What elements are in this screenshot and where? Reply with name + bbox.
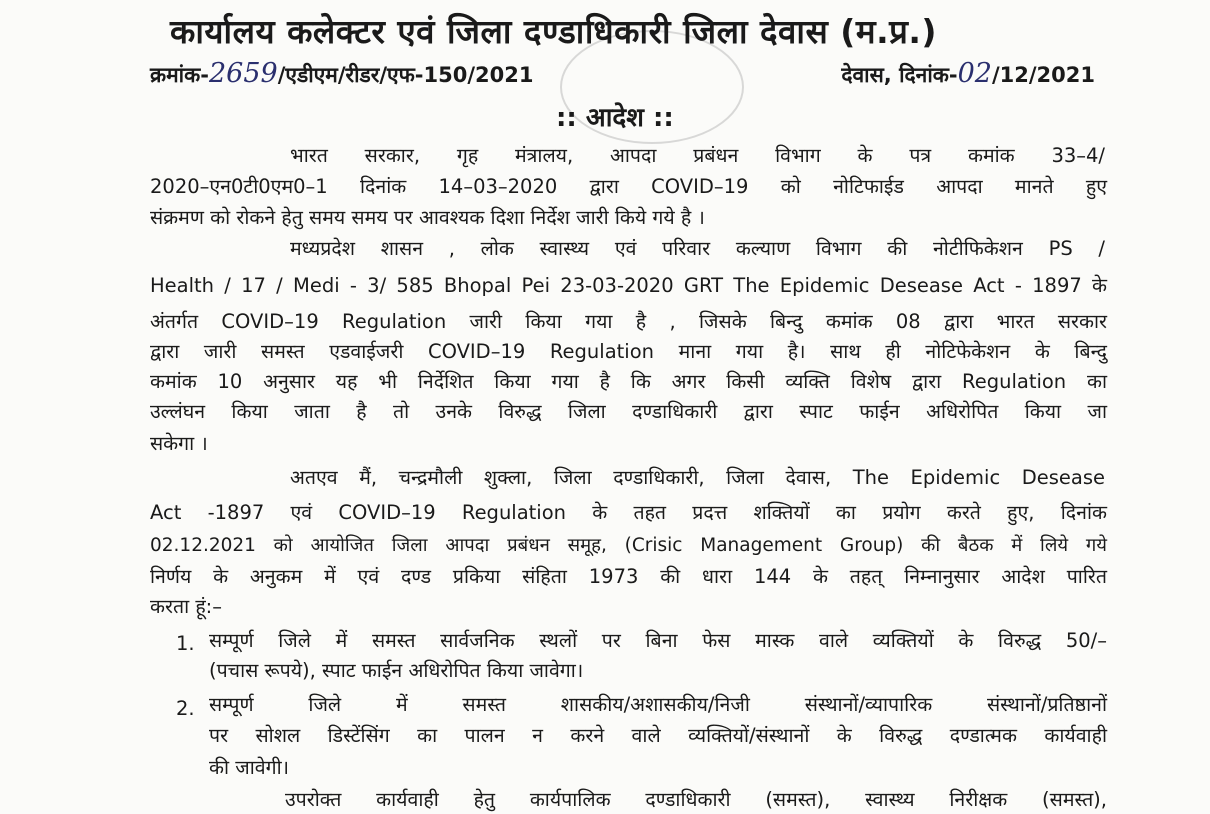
para3-line5: करता हूं:– — [150, 595, 222, 618]
para1-line3: संक्रमण को रोकने हेतु समय समय पर आवश्यक दिशा निर्देश जारी किये गये है । — [150, 206, 705, 229]
date-day-handwritten: 02 — [957, 58, 992, 89]
item1-number: 1. — [176, 632, 195, 655]
para1-line1: भारत सरकार, गृह मंत्रालय, आपदा प्रबंधन विभाग के पत्र कमांक 33–4/ — [290, 144, 1105, 167]
para3-line2: Act -1897 एवं COVID–19 Regulation के तहत प्रदत्त शक्तियों का प्रयोग करते हुए, दिनांक — [150, 501, 1107, 524]
para2-line7: सकेगा । — [150, 432, 208, 455]
item1-line2: (पचास रूपये), स्पाट फाईन अधिरोपित किया जावेगा। — [209, 659, 584, 682]
reference-line — [150, 58, 1095, 94]
para2-line5: कमांक 10 अनुसार यह भी निर्देशित किया गया है कि अगर किसी व्यक्ति विशेष द्वारा Regulation का — [150, 370, 1107, 393]
item2-line3: की जावेगी। — [209, 756, 290, 779]
place-date — [841, 58, 1095, 89]
ref-number-handwritten: 2659 — [208, 58, 278, 89]
para3-line4: निर्णय के अनुकम में एवं दण्ड प्रकिया संहिता 1973 की धारा 144 के तहत् निम्नानुसार आदेश पारित — [150, 565, 1107, 588]
ref-suffix: /एडीएम/रीडर/एफ-150/2021 — [277, 63, 534, 87]
item2-number: 2. — [176, 697, 195, 720]
item1-line1: सम्पूर्ण जिले में समस्त सार्वजनिक स्थलों पर बिना फेस मास्क वाले व्यक्तियों के विरुद्ध 50/– — [209, 629, 1107, 652]
para2-line2: Health / 17 / Medi - 3/ 585 Bhopal Pei 23-03-2020 GRT The Epidemic Desease Act - 1897 के — [150, 274, 1107, 297]
para3-line3: 02.12.2021 को आयोजित जिला आपदा प्रबंधन समूह, (Crisic Management Group) की बैठक में लिये गये — [150, 535, 1107, 556]
order-title: :: आदेश :: — [556, 103, 674, 133]
date-rest: /12/2021 — [991, 63, 1095, 87]
para2-line3: अंतर्गत COVID–19 Regulation जारी किया गया है , जिसके बिन्दु कमांक 08 द्वारा भारत सरकार — [150, 310, 1107, 333]
para2-line6: उल्लंघन किया जाता है तो उनके विरुद्ध जिला दण्डाधिकारी द्वारा स्पाट फाईन अधिरोपित किया जा — [150, 400, 1107, 423]
office-title: कार्यालय कलेक्टर एवं जिला दण्डाधिकारी जिला देवास (म.प्र.) — [170, 12, 938, 51]
item2-line2: पर सोशल डिस्टेंसिंग का पालन न करने वाले व्यक्तियों/संस्थानों के विरुद्ध दण्डात्मक कार्यवाही — [209, 724, 1107, 747]
closing-line: उपरोक्त कार्यवाही हेतु कार्यपालिक दण्डाधिकारी (समस्त), स्वास्थ्य निरीक्षक (समस्त), — [285, 788, 1107, 811]
ref-prefix: क्रमांक- — [150, 63, 209, 87]
place-date-prefix: देवास, दिनांक- — [841, 63, 958, 87]
para3-line1: अतएव मैं, चन्द्रमौली शुक्ला, जिला दण्डाधिकारी, जिला देवास, The Epidemic Desease — [290, 466, 1105, 489]
para2-line4: द्वारा जारी समस्त एडवाईजरी COVID–19 Regulation माना गया है। साथ ही नोटिफेकेशन के बिन्दु — [150, 340, 1107, 363]
para1-line2: 2020–एन0टी0एम0–1 दिनांक 14–03–2020 द्वारा COVID–19 को नोटिफाईड आपदा मानते हुए — [150, 175, 1107, 198]
item2-line1: सम्पूर्ण जिले में समस्त शासकीय/अशासकीय/निजी संस्थानों/व्यापारिक संस्थानों/प्रतिष्ठानों — [209, 693, 1107, 716]
para2-line1: मध्यप्रदेश शासन , लोक स्वास्थ्य एवं परिवार कल्याण विभाग की नोटीफिकेशन PS / — [290, 237, 1105, 260]
